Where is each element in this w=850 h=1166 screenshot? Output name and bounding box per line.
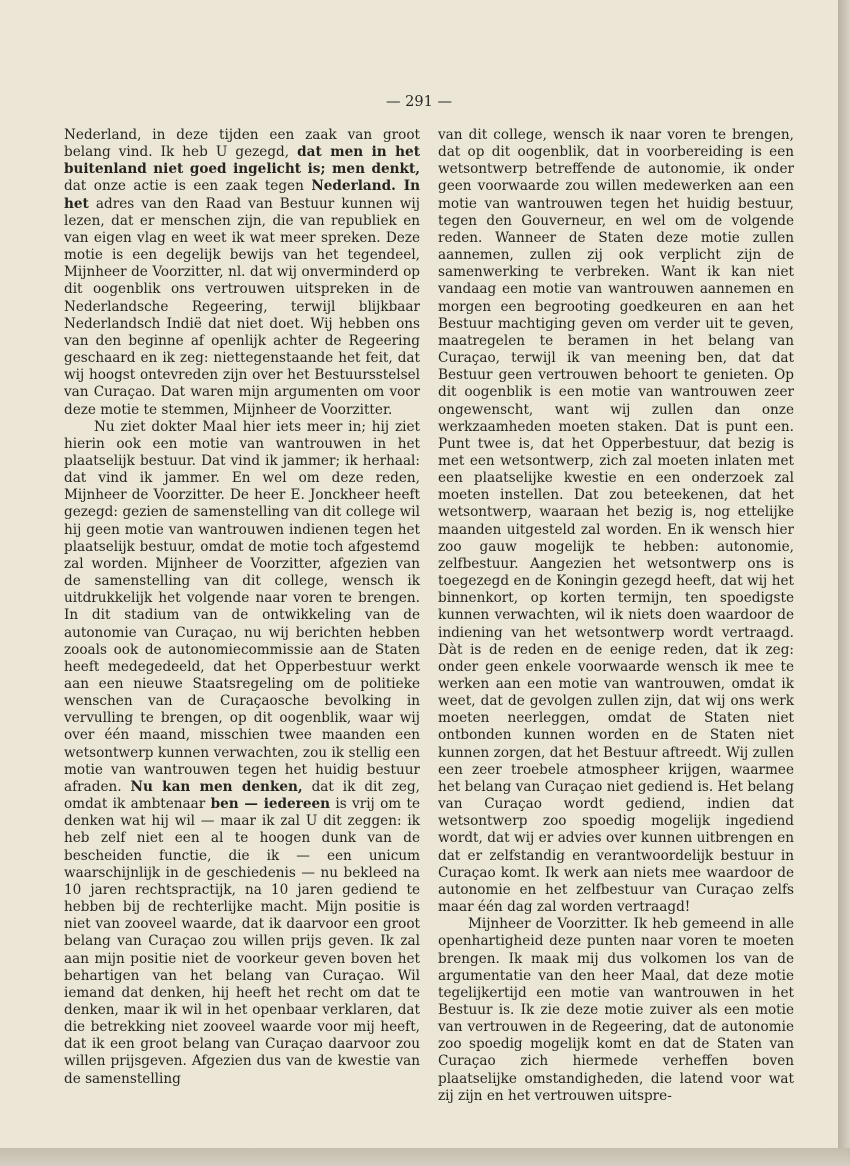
text-run: Nederland, in deze tijden een zaak van groot belang vind. Ik heb U gezegd, — [64, 127, 420, 161]
page-number: — 291 — — [386, 94, 452, 110]
text-run: dat ik dit zeg, omdat ik ambtenaar — [64, 778, 420, 813]
bold-run: Nederland. In het — [64, 178, 420, 212]
left-paragraph-1 — [64, 127, 420, 419]
page-edge-bottom — [0, 1148, 850, 1166]
bold-run: Nu kan men denken, — [130, 778, 303, 795]
right-paragraph-1: van dit college, wensch ik naar voren te brengen, dat op dit oogenblik, dat in voorbereiding is een wetsontwerp betreffende de autonomie, ik onder geen voorwaarde zou willen medewerken aan een motie van wantrouwen tegen het huidig bestuur, tegen den Gouverneur, en wel om de volgende reden. Wanneer de Staten deze motie zullen aannemen, zullen zij ook verplicht zijn de samenwerking te verbreken. Want ik kan niet vandaag een motie van wantrouwen aannemen en morgen een begrooting goedkeuren en aan het Bestuur machtiging geven om verder uit te geven, maatregelen te beramen in het belang van Curaçao, terwijl ik van meening ben, dat dat Bestuur geen vertrouwen behoort te genieten. Op dit oogenblik is een motie van wantrouwen zeer ongewenscht, want wij zullen dan onze werkzaamheden moeten staken. Dat is punt een. Punt twee is, dat het Opperbestuur, dat bezig is met een wetsontwerp, zich zal moeten inlaten met een plaatselijke kwestie en een onderzoek zal moeten instellen. Dat zou beteekenen, dat het wetsontwerp, waaraan het bezig is, nog ettelijke maanden uitgesteld zal worden. En ik wensch hier zoo gauw mogelijk te hebben: autonomie, zelfbestuur. Aangezien het wetsontwerp ons is toegezegd en de Koningin gezegd heeft, dat wij het binnenkort, op korten termijn, ten spoedigste kunnen verwachten, wil ik niets doen waardoor de indiening van het wetsontwerp wordt vertraagd. Dàt is de reden en de eenige reden, dat ik zeg: onder geen enkele voorwaarde wensch ik mee te werken aan een motie van wantrouwen, omdat ik weet, dat de gevolgen zullen zijn, dat wij ons werk moeten neerleggen, omdat de Staten niet ontbonden kunnen worden en de Staten niet kunnen zorgen, dat het Bestuur aftreedt. Wij zullen een zeer troebele atmospheer krijgen, waarmee het belang van Curaçao niet gediend is. Het belang van Curaçao wordt gediend, indien dat wetsontwerp zoo spoedig mogelijk ingediend wordt, dat wij er advies over kunnen uitbrengen en dat er zelfstandig en verantwoordelijk bestuur in Curaçao komt. Ik werk aan niets mee waardoor de autonomie en het zelfbestuur van Curaçao zelfs maar één dag zal worden vertraagd! — [438, 127, 794, 916]
right-column — [438, 127, 794, 1105]
left-paragraph-2 — [64, 419, 420, 1088]
text-run: dat onze actie is een zaak tegen — [64, 178, 312, 195]
text-run: adres van den Raad van Bestuur kunnen wij lezen, dat er menschen zijn, die van republiek en van eigen vlag en weet ik wat meer spreken. Deze motie is een degelijk bewijs van het tegendeel, Mijnheer de Voorzitter, nl. dat wij onverminderd op dit oogenblik ons vertrouwen uitspreken in de Nederlandsche Regeering, terwijl blijkbaar Nederlandsch Indië dat niet doet. Wij hebben ons van den beginne af openlijk achter de Regeering geschaard en ik zeg: niettegenstaande het feit, dat wij hoogst ontevreden zijn over het Bestuursstelsel van Curaçao. Dat waren mijn argumenten om voor deze motie te stemmen, Mijnheer de Voorzitter. — [64, 195, 420, 418]
bold-run: ben — iedereen — [210, 796, 331, 813]
text-run: Nu ziet dokter Maal hier iets meer in; hij ziet hierin ook een motie van wantrouwen in het plaatselijk bestuur. Dat vind ik jammer; ik herhaal: dat vind ik jammer. En wel om deze reden, Mijnheer de Voorzitter. De heer E. Jonckheer heeft gezegd: gezien de samenstelling van dit college wil hij geen motie van wantrouwen indienen tegen het plaatselijk bestuur, omdat de motie toch afgestemd zal worden. Mijnheer de Voorzitter, afgezien van de samenstelling van dit college, wensch ik uitdrukkelijk het volgende naar voren te brengen. In dit stadium van de ontwikkeling van de autonomie van Curaçao, nu wij berichten hebben zooals ook de autonomiecommissie aan de Staten heeft medegedeeld, dat het Opperbestuur werkt aan een nieuwe Staatsregeling om de politieke wenschen van de Curaçaosche bevolking in vervulling te brengen, op dit oogenblik, waar wij over één maand, misschien twee maanden een wetsontwerp kunnen verwachten, zou ik stellig een motie van wantrouwen tegen het huidig bestuur afraden. — [64, 418, 420, 795]
text-run: is vrij om te denken wat hij wil — maar ik zal U dit zeggen: ik heb zelf niet een al te hoogen dunk van de bescheiden functie, die ik — een unicum waarschijnlijk in de geschiedenis — nu bekleed na 10 jaren rechtspractijk, na 10 jaren gediend te hebben bij de rechterlijke macht. Mijn positie is niet van zooveel waarde, dat ik daarvoor een groot belang van Curaçao zou willen prijs geven. Ik zal aan mijn positie niet de voorkeur geven boven het behartigen van het belang van Curaçao. Wil iemand dat denken, hij heeft het recht om dat te denken, maar ik wil in het openbaar verklaren, dat die betrekking niet zooveel waarde voor mij heeft, dat ik een groot belang van Curaçao daarvoor zou willen prijsgeven. Afgezien dus van de kwestie van de samenstelling — [64, 796, 421, 1087]
left-column — [64, 127, 420, 1088]
page-edge-right — [838, 0, 850, 1166]
right-paragraph-2: Mijnheer de Voorzitter. Ik heb gemeend in alle openhartigheid deze punten naar voren te moeten brengen. Ik maak mij dus volkomen los van de argumentatie van den heer Maal, dat deze motie tegelijkertijd een motie van wantrouwen in het Bestuur is. Ik zie deze motie zuiver als een motie van vertrouwen in de Regeering, dat de autonomie zoo spoedig mogelijk komt en dat de Staten van Curaçao zich hiermede verheffen boven plaatselijke omstandigheden, die latend voor wat zij zijn en het vertrouwen uitspre- — [438, 916, 794, 1104]
bold-run: dat men in het buitenland niet goed ingelicht is; men denkt, — [64, 144, 420, 178]
